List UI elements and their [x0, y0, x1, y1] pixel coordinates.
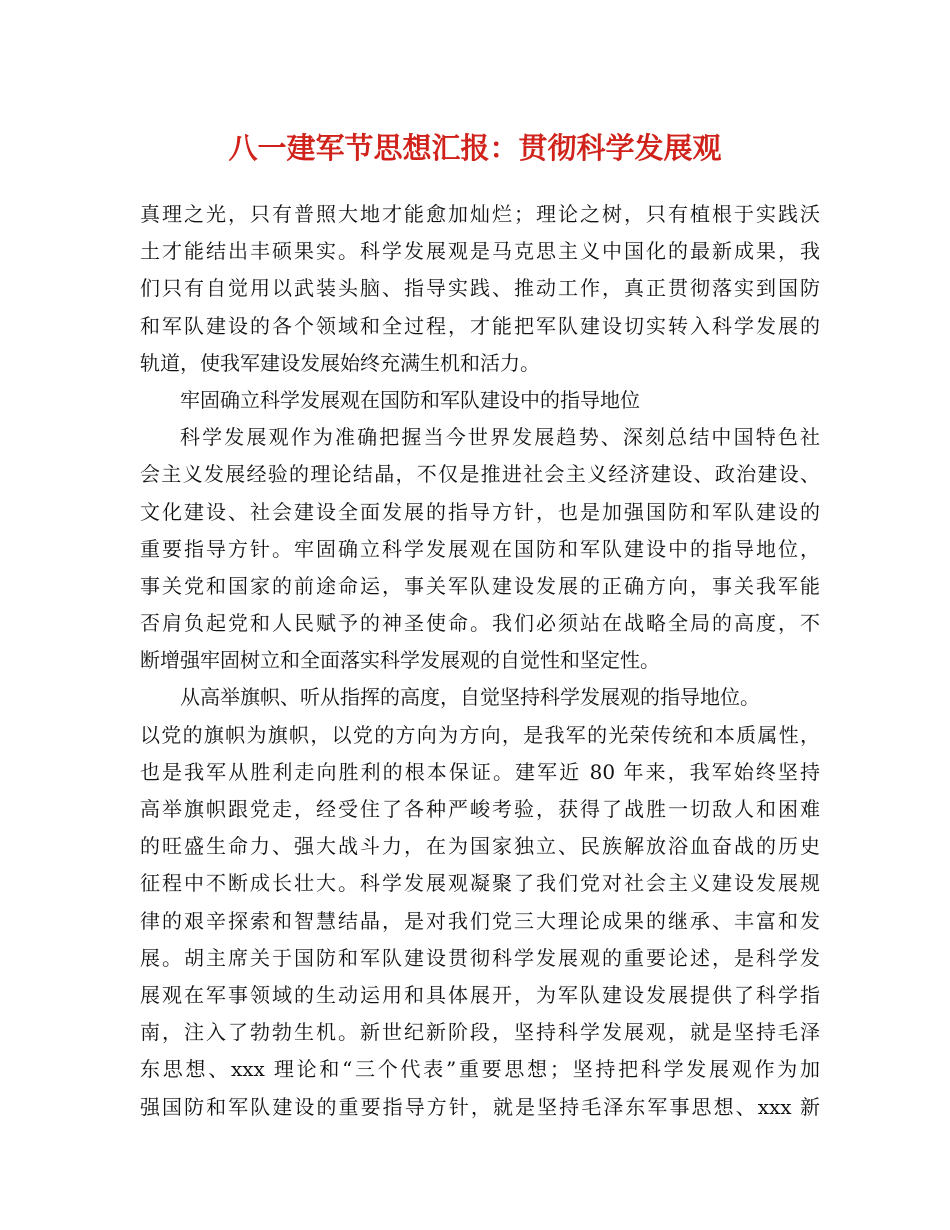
body-line: 律的艰辛探索和智慧结晶，是对我们党三大理论成果的继承、丰富和发	[140, 908, 820, 933]
body-line: 以党的旗帜为旗帜，以党的方向为方向，是我军的光荣传统和本质属性，	[140, 722, 820, 747]
body-line: 轨道，使我军建设发展始终充满生机和活力。	[140, 350, 540, 375]
section-heading: 牢固确立科学发展观在国防和军队建设中的指导地位	[180, 387, 640, 412]
body-line: 也是我军从胜利走向胜利的根本保证。建军近 80 年来，我军始终坚持	[140, 759, 820, 784]
body-line: 强国防和军队建设的重要指导方针，就是坚持毛泽东军事思想、xxx 新	[140, 1094, 820, 1119]
body-line: 事关党和国家的前途命运，事关军队建设发展的正确方向，事关我军能	[140, 573, 820, 598]
body-line: 从高举旗帜、听从指挥的高度，自觉坚持科学发展观的指导地位。	[180, 685, 760, 710]
body-line: 土才能结出丰硕果实。科学发展观是马克思主义中国化的最新成果，我	[140, 239, 820, 264]
body-line: 们只有自觉用以武装头脑、指导实践、推动工作，真正贯彻落实到国防	[140, 276, 820, 301]
document-title: 八一建军节思想汇报：贯彻科学发展观	[228, 131, 722, 165]
body-line: 东思想、xxx 理论和“三个代表”重要思想；坚持把科学发展观作为加	[140, 1057, 820, 1082]
body-line: 的旺盛生命力、强大战斗力，在为国家独立、民族解放浴血奋战的历史	[140, 834, 820, 859]
body-line: 断增强牢固树立和全面落实科学发展观的自觉性和坚定性。	[140, 648, 660, 673]
body-line: 真理之光，只有普照大地才能愈加灿烂；理论之树，只有植根于实践沃	[140, 202, 820, 226]
document-body	[140, 196, 820, 1126]
body-line: 会主义发展经验的理论结晶，不仅是推进社会主义经济建设、政治建设、	[140, 462, 820, 487]
body-line: 高举旗帜跟党走，经受住了各种严峻考验，获得了战胜一切敌人和困难	[140, 797, 820, 821]
body-line: 征程中不断成长壮大。科学发展观凝聚了我们党对社会主义建设发展规	[140, 871, 820, 896]
body-line: 文化建设、社会建设全面发展的指导方针，也是加强国防和军队建设的	[140, 499, 820, 524]
body-line: 展。胡主席关于国防和军队建设贯彻科学发展观的重要论述，是科学发	[140, 945, 820, 970]
body-line: 和军队建设的各个领域和全过程，才能把军队建设切实转入科学发展的	[140, 313, 820, 338]
body-line: 重要指导方针。牢固确立科学发展观在国防和军队建设中的指导地位，	[140, 536, 820, 561]
body-line: 南，注入了勃勃生机。新世纪新阶段，坚持科学发展观，就是坚持毛泽	[140, 1020, 820, 1045]
body-line: 展观在军事领域的生动运用和具体展开，为军队建设发展提供了科学指	[140, 982, 820, 1007]
body-line: 否肩负起党和人民赋予的神圣使命。我们必须站在战略全局的高度，不	[140, 611, 820, 636]
body-line: 科学发展观作为准确把握当今世界发展趋势、深刻总结中国特色社	[180, 425, 820, 450]
